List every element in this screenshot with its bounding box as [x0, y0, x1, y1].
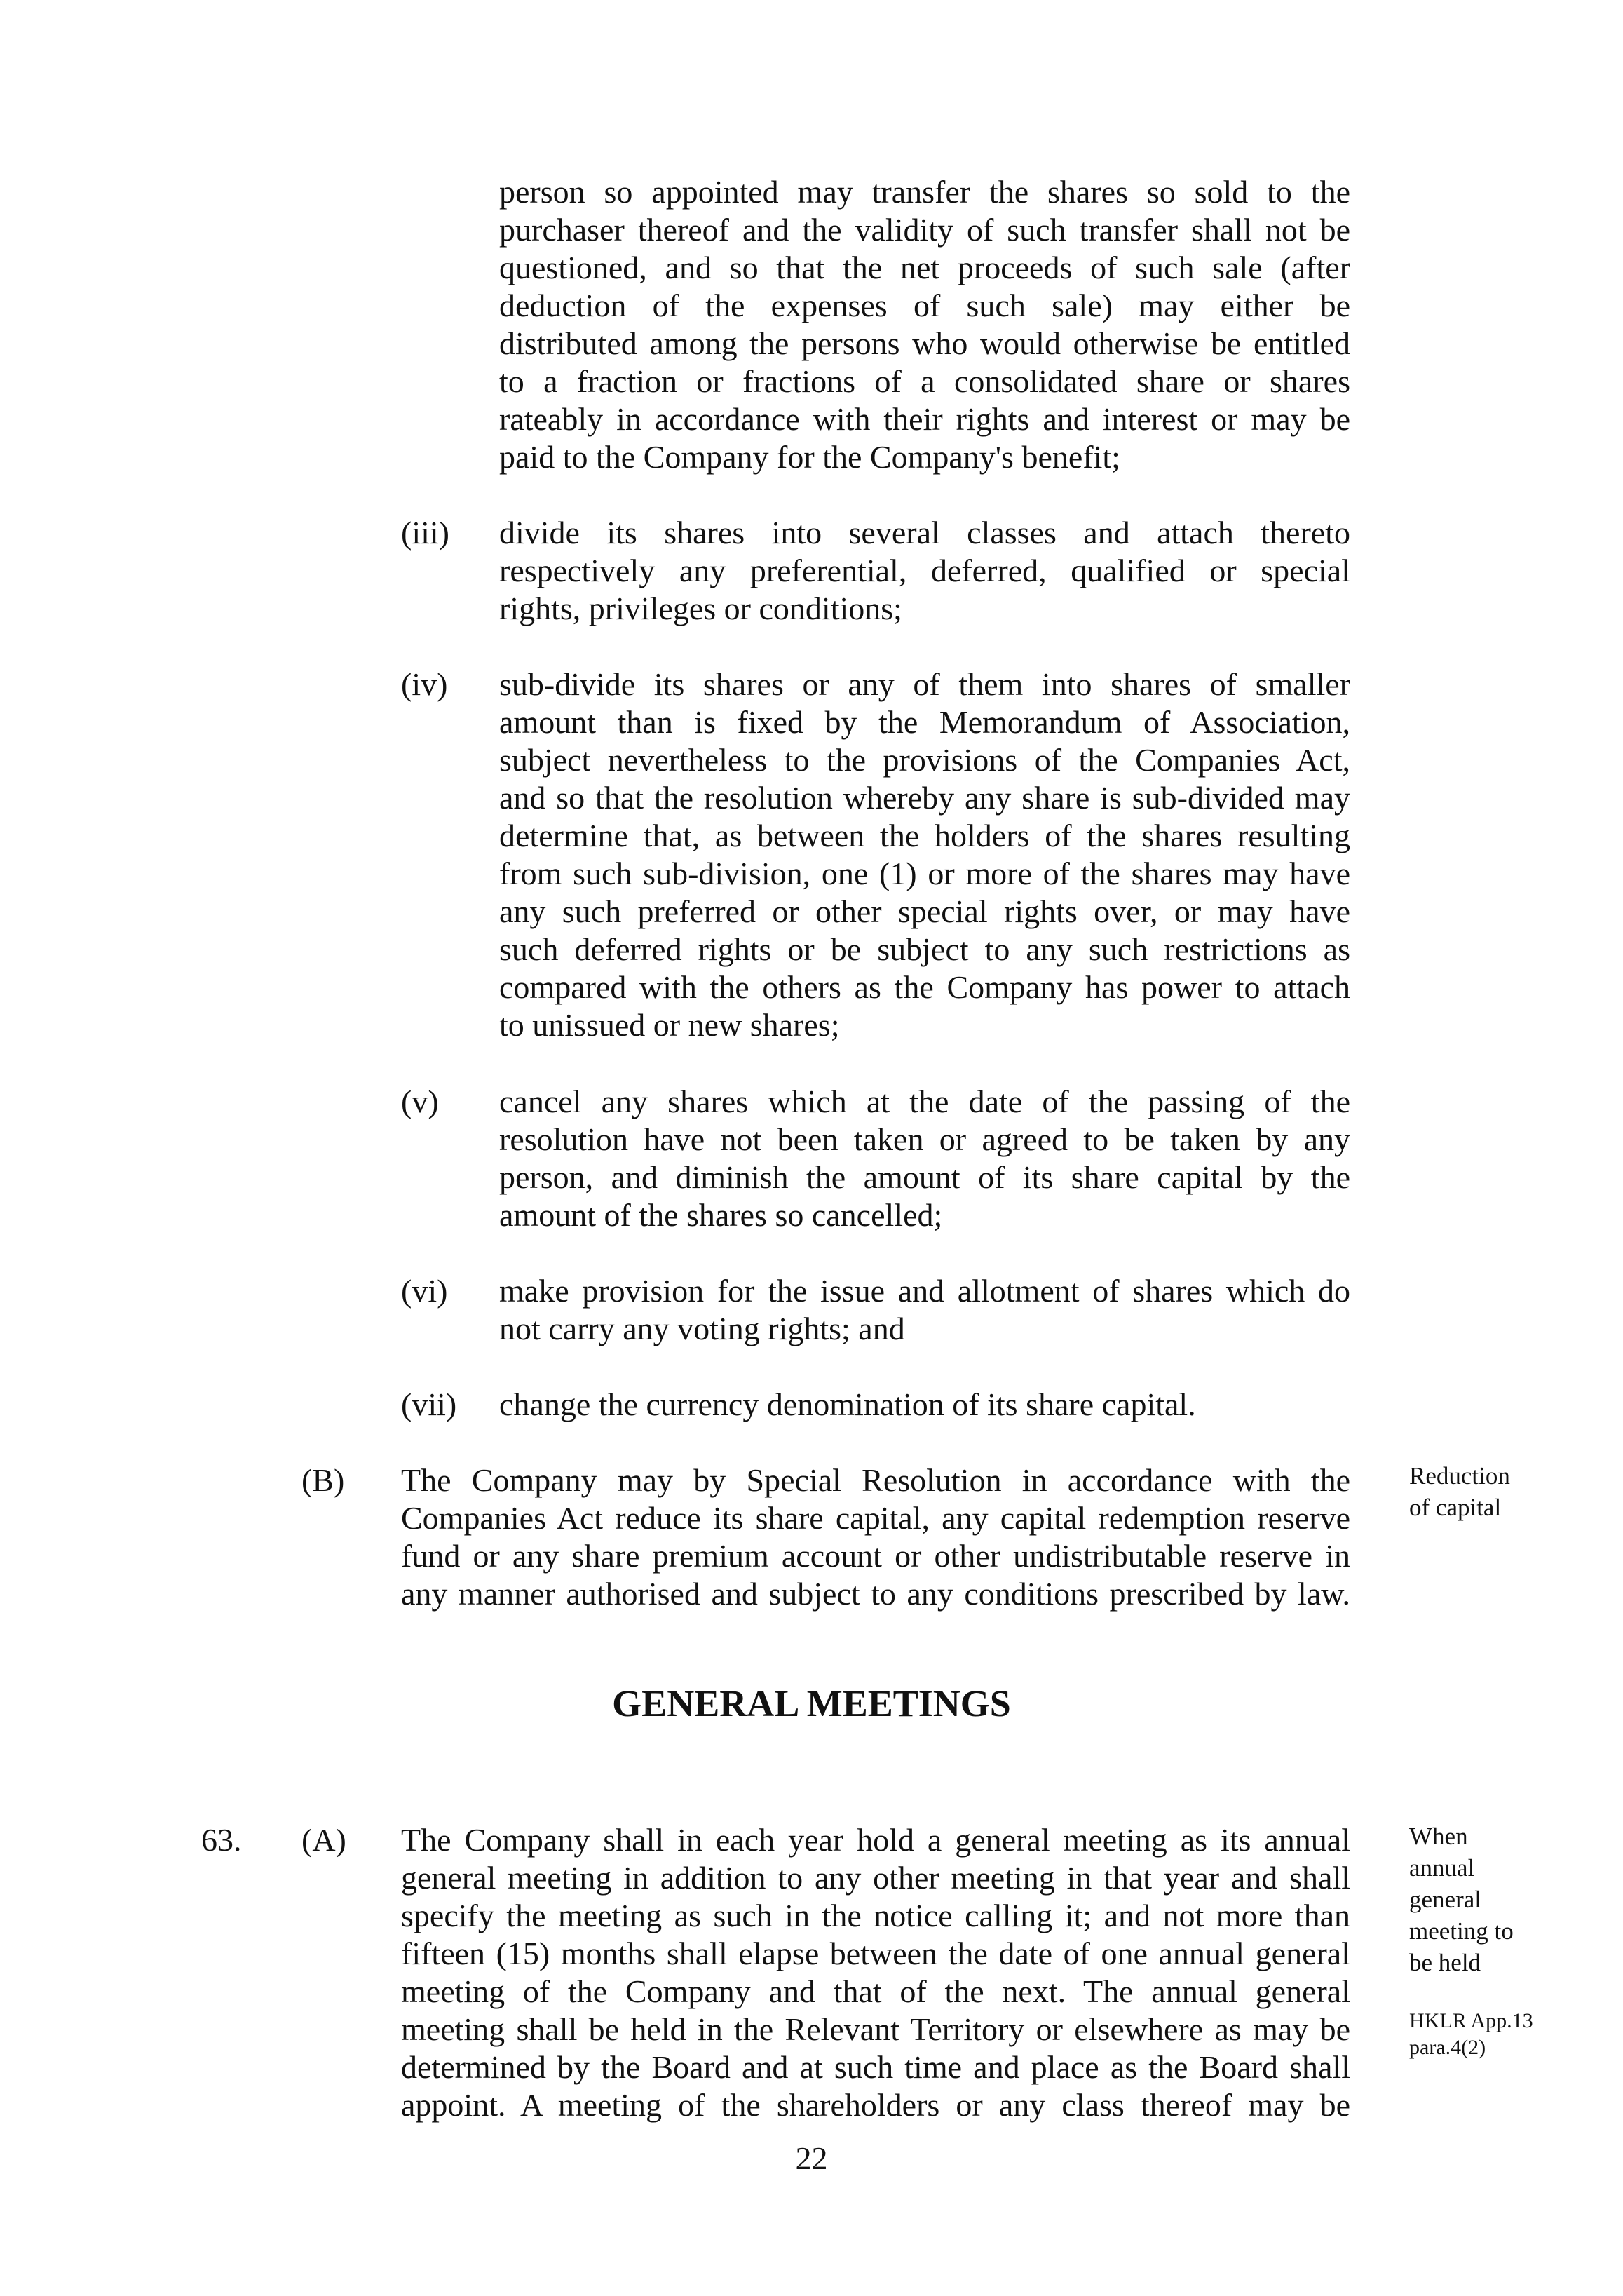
text-line: amount than is fixed by the Memorandum of Association, — [499, 704, 1350, 740]
text-line: change the currency denomination of its share capital. — [499, 1386, 1196, 1422]
item-label: (vii) — [401, 1386, 457, 1422]
text-line: determined by the Board and at such time and place as the Board shall — [401, 2049, 1350, 2085]
text-line: The Company shall in each year hold a general meeting as its annual — [401, 1822, 1350, 1858]
margin-note: annual — [1409, 1854, 1475, 1882]
margin-note: of capital — [1409, 1494, 1502, 1521]
text-line: to a fraction or fractions of a consolidated share or shares — [499, 363, 1350, 399]
text-line: amount of the shares so cancelled; — [499, 1197, 943, 1233]
item-label: (vi) — [401, 1273, 448, 1309]
text-line: not carry any voting rights; and — [499, 1311, 905, 1346]
text-line: specify the meeting as such in the notice calling it; and not more than — [401, 1898, 1350, 1933]
item-label: (iii) — [401, 515, 449, 551]
page-number: 22 — [795, 2140, 828, 2176]
text-line: person, and diminish the amount of its share capital by the — [499, 1159, 1350, 1195]
section-heading: GENERAL MEETINGS — [612, 1682, 1011, 1724]
text-line: such deferred rights or be subject to any such restrictions as — [499, 931, 1350, 967]
margin-note: be held — [1409, 1949, 1481, 1976]
text-line: from such sub-division, one (1) or more of the shares may have — [499, 856, 1350, 891]
text-line: make provision for the issue and allotment of shares which do — [499, 1273, 1350, 1309]
text-line: any manner authorised and subject to any conditions prescribed by law. — [401, 1576, 1350, 1612]
text-line: The Company may by Special Resolution in accordance with the — [401, 1462, 1350, 1498]
text-line: fund or any share premium account or other undistributable reserve in — [401, 1538, 1350, 1574]
reference-note: HKLR App.13 — [1409, 2009, 1533, 2032]
clause-label: (B) — [301, 1462, 345, 1498]
text-line: any such preferred or other special rights over, or may have — [499, 893, 1350, 929]
text-line: fifteen (15) months shall elapse between the date of one annual general — [401, 1936, 1350, 1971]
text-line: and so that the resolution whereby any share is sub-divided may — [499, 780, 1350, 816]
text-line: respectively any preferential, deferred, qualified or special — [499, 553, 1350, 588]
text-line: questioned, and so that the net proceeds of such sale (after — [499, 250, 1350, 285]
text-line: compared with the others as the Company has power to attach — [499, 969, 1350, 1005]
text-line: resolution have not been taken or agreed to be taken by any — [499, 1121, 1350, 1157]
text-line: appoint. A meeting of the shareholders or any class thereof may be — [401, 2087, 1350, 2123]
clause-label: (A) — [301, 1822, 346, 1858]
text-line: deduction of the expenses of such sale) may either be — [499, 288, 1350, 323]
text-line: purchaser thereof and the validity of such transfer shall not be — [499, 212, 1350, 248]
margin-note: general — [1409, 1886, 1481, 1913]
text-line: sub-divide its shares or any of them into shares of smaller — [499, 666, 1350, 702]
text-line: subject nevertheless to the provisions of the Companies Act, — [499, 742, 1350, 778]
text-line: meeting of the Company and that of the next. The annual general — [401, 1973, 1350, 2009]
text-line: determine that, as between the holders of the shares resulting — [499, 818, 1350, 853]
text-line: person so appointed may transfer the shares so sold to the — [499, 174, 1350, 210]
item-label: (v) — [401, 1083, 439, 1119]
article-number: 63. — [201, 1822, 242, 1858]
text-line: distributed among the persons who would otherwise be entitled — [499, 325, 1350, 361]
text-line: cancel any shares which at the date of the passing of the — [499, 1083, 1350, 1119]
text-line: general meeting in addition to any other meeting in that year and shall — [401, 1860, 1350, 1896]
text-line: rateably in accordance with their rights and interest or may be — [499, 401, 1350, 437]
text-line: paid to the Company for the Company's benefit; — [499, 439, 1120, 475]
item-label: (iv) — [401, 666, 448, 702]
text-line: divide its shares into several classes and attach thereto — [499, 515, 1350, 551]
reference-note: para.4(2) — [1409, 2036, 1486, 2059]
margin-note: meeting to — [1409, 1917, 1514, 1945]
text-line: meeting shall be held in the Relevant Territory or elsewhere as may be — [401, 2011, 1350, 2047]
text-line: Companies Act reduce its share capital, any capital redemption reserve — [401, 1500, 1350, 1536]
text-line: rights, privileges or conditions; — [499, 590, 902, 626]
text-line: to unissued or new shares; — [499, 1007, 840, 1043]
margin-note: When — [1409, 1823, 1468, 1850]
margin-note: Reduction — [1409, 1462, 1510, 1490]
